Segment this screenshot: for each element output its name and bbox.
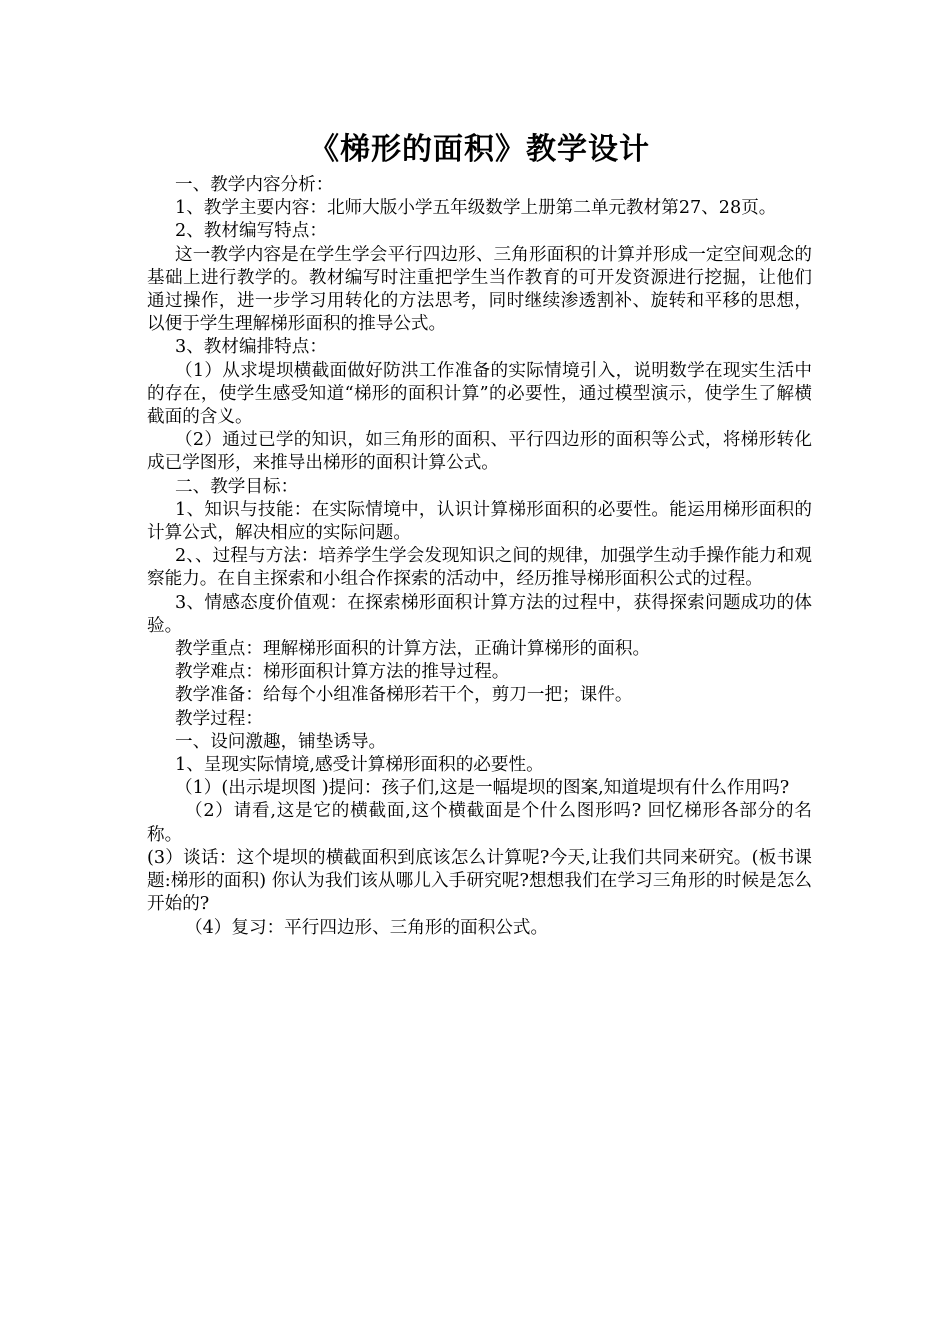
paragraph: 2、教材编写特点： (175, 221, 327, 242)
document-body (147, 174, 812, 940)
paragraph: 一、设问激趣，铺垫诱导。 (175, 731, 387, 752)
document-page (147, 128, 812, 940)
paragraph: (3）谈话：这个堤坝的横截面积到底该怎么计算呢?今天,让我们共同来研究。(板书课题:梯形的面积) 你认为我们该从哪儿入手研究呢?想想我们在学习三角形的时候是怎么开始的? (147, 847, 812, 915)
paragraph: 一、教学内容分析： (175, 175, 334, 195)
paragraph: 2、、过程与方法：培养学生学会发现知识之间的规律，加强学生动手操作能力和观察能力。在自主探索和小组合作探索的活动中，经历推导梯形面积公式的过程。 (147, 546, 812, 590)
paragraph: 这一教学内容是在学生学会平行四边形、三角形面积的计算并形成一定空间观念的基础上进行教学的。教材编写时注重把学生当作教育的可开发资源进行挖掘，让他们通过操作，进一步学习用转化的方法思考，同时继续渗透割补、旋转和平移的思想，以便于学生理解梯形面积的推导公式。 (147, 244, 812, 335)
paragraph: 教学重点：理解梯形面积的计算方法，正确计算梯形的面积。 (175, 639, 651, 660)
paragraph: 二、教学目标： (175, 476, 299, 497)
paragraph: （1）(出示堤坝图 )提问：孩子们,这是一幅堤坝的图案,知道堤坝有什么作用吗? (175, 778, 790, 799)
paragraph: 3、情感态度价值观：在探索梯形面积计算方法的过程中，获得探索问题成功的体验。 (147, 592, 812, 636)
paragraph: 教学过程： (175, 708, 263, 729)
paragraph: 3、教材编排特点： (175, 337, 327, 358)
paragraph: 1、教学主要内容：北师大版小学五年级数学上册第二单元教材第27、28页。 (175, 198, 777, 219)
document-title: 《梯形的面积》教学设计 (309, 132, 650, 167)
paragraph: 1、呈现实际情境,感受计算梯形面积的必要性。 (175, 755, 544, 776)
paragraph: 教学难点：梯形面积计算方法的推导过程。 (175, 662, 510, 683)
paragraph: （2）请看,这是它的横截面,这个横截面是个什么图形吗? 回忆梯形各部分的名称。 (147, 801, 812, 845)
paragraph: 1、知识与技能：在实际情境中，认识计算梯形面积的必要性。能运用梯形面积的计算公式，解决相应的实际问题。 (147, 499, 812, 544)
paragraph: （1）从求堤坝横截面做好防洪工作准备的实际情境引入，说明数学在现实生活中的存在，使学生感受知道“梯形的面积计算”的必要性，通过模型演示，使学生了解横截面的含义。 (147, 360, 812, 428)
paragraph: 教学准备：给每个小组准备梯形若干个，剪刀一把；课件。 (175, 685, 633, 706)
paragraph: （2）通过已学的知识，如三角形的面积、平行四边形的面积等公式，将梯形转化成已学图形，来推导出梯形的面积计算公式。 (147, 430, 812, 474)
paragraph: （4）复习：平行四边形、三角形的面积公式。 (185, 917, 549, 938)
